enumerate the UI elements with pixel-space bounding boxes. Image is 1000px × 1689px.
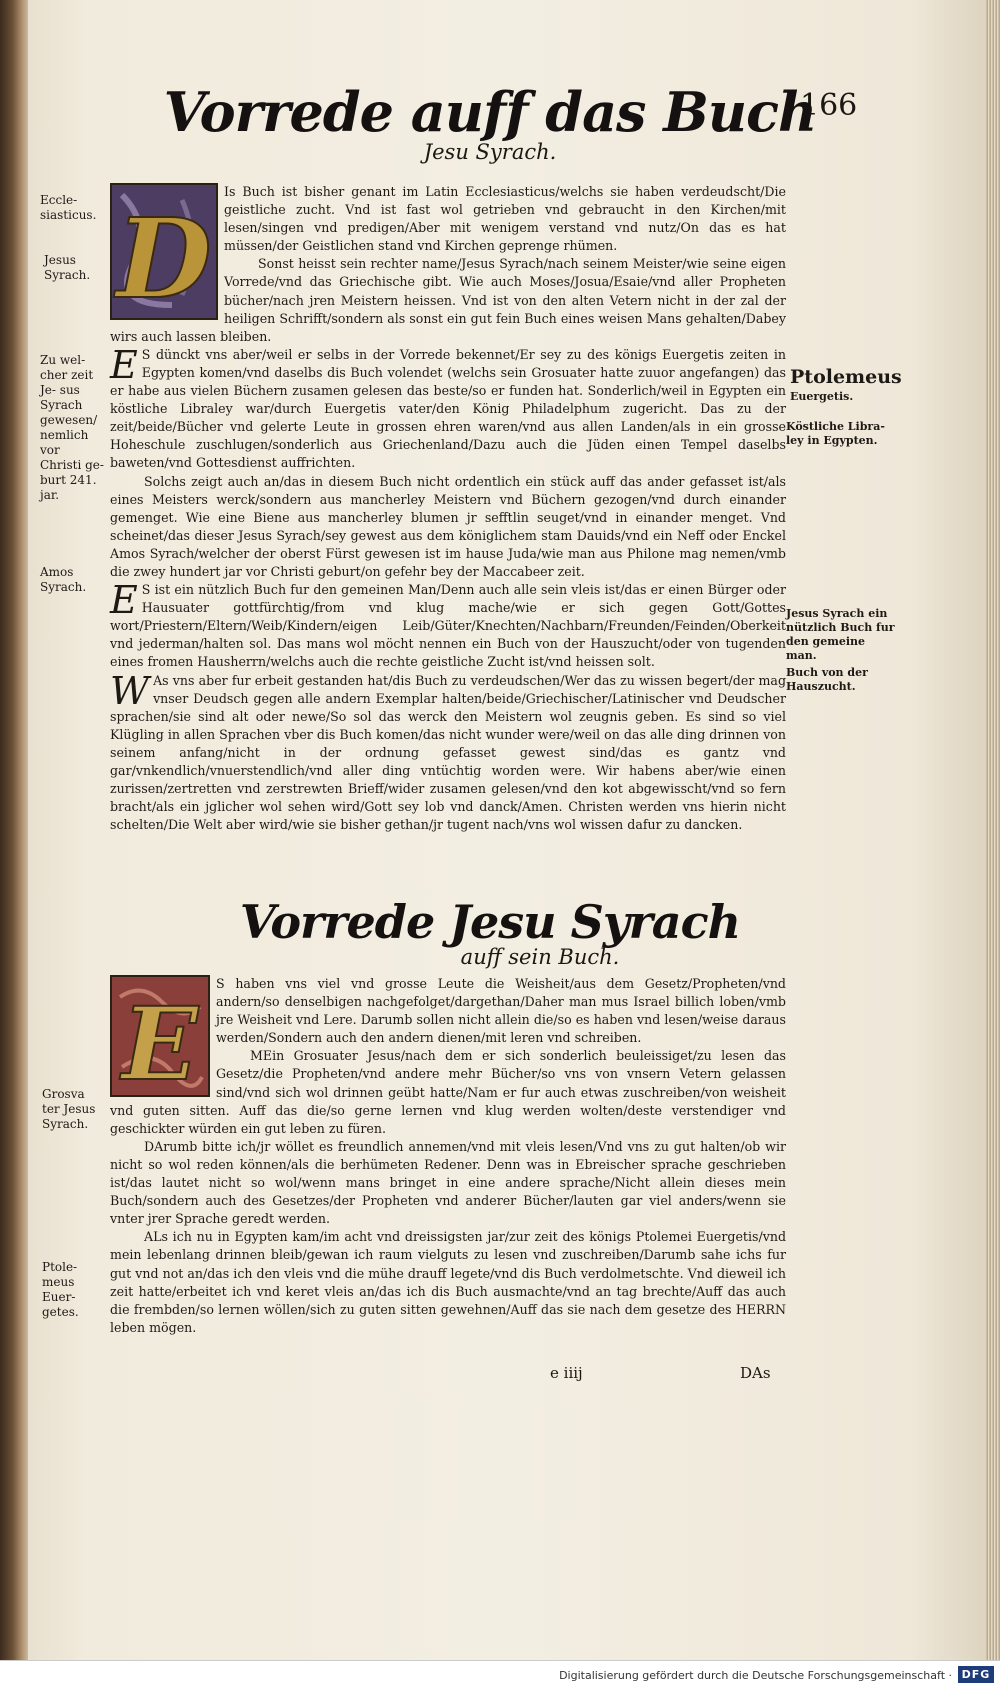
- paragraph-text: As vns aber fur erbeit gestanden hat/dis Buch zu verdeudschen/Wer das zu wissen begert/der mag vnser Deudsch gegen alle andern Exemplar halten/beide/Griechischer/Latinischer vnd Deudscher sprachen/sie sind alt oder newe/So sol das werck den Meistern wol zeugnis geben. Es sind so viel Klügling in allen Sprachen vber dis Buch komen/das nicht wunder were/weil on das alle ding drinnen von seinem anfang/nicht in der ordnung gefasset gewest sind/das es gantz vnd gar/vnkendlich/vnuerstendlich/vnd aller ding vntüchtig worden were. Wir habens aber/wie einen zurissen/zertretten vnd zerstrewten Brieff/wider zusamen gelesen/vnd den kot abgewisscht/vnd so fern bracht/als ein jglicher wol sehen wird/Gott sey lob vnd danck/Amen. Christen werden vns hierin nicht schelten/Die Welt aber wird/wie sie bisher gethan/jr tugent nach/vns wol wissen dafur zu dancken.: [110, 672, 786, 833]
- book-spine: [0, 0, 28, 1660]
- svg-text:D: D: [116, 194, 212, 318]
- paragraph-text: S dünckt vns aber/weil er selbs in der Vorrede bekennet/Er sey zu des königs Euergetis zeiten in Egypten komen/vnd daselbs dis Buch volendet (welchs sein Grosuater hatte zuuor angefangen) das er habe aus vielen Büchern zusamen gelesen das beste/so er funden hat. Sonderlich/weil in Egypten ein köstliche Libraley war/durch Euergetis vater/den König Philadelphum zugericht. Das zu der zeit/beide/Bücher vnd gelerte Leute in grossen ehren waren/vnd aus allen Landen/als in ein grosse Hoheschule zuschlugen/sonderlich aus Griechenland/Dazu auch die Jüden einen Tempel daselbs baweten/vnd Gottesdienst auffrichten.: [110, 346, 786, 471]
- decorated-initial-d: [110, 183, 218, 320]
- initial-e-icon: [112, 977, 208, 1095]
- paragraph: Solchs zeigt auch an/das in diesem Buch nicht ordentlich ein stück auff das ander gefasset ist/als eines Meisters werck/sondern aus mancherley Meistern vnd Büchern gezogen/vnd durch einander gemenget. Wie eine Biene aus mancherley blumen jr sefftlin seuget/vnd in einander menget. Vnd scheinet/das dieser Jesus Syrach/sey gewest aus dem königlichem stam Dauids/vnd ein Neff oder Enckel Amos Syrach/welcher der oberst Fürst gewesen ist im hause Juda/wie man aus Philone mag nemen/vmb die zwey hundert jar vor Christi geburt/on gefehr bey der Maccabeer zeit.: [110, 473, 786, 579]
- page-subtitle: Jesu Syrach.: [423, 140, 557, 164]
- margin-note-zu-welcher-zeit: Zu wel- cher zeit Je- sus Syrach gewesen/ nemlich vor Christi ge- burt 241. jar.: [40, 353, 104, 502]
- initial-d-icon: [112, 185, 216, 318]
- page-title: Vorrede auff das Buch: [163, 80, 817, 144]
- paragraph: [110, 578, 786, 671]
- margin-note-ptolemeus-title: Ptolemeus: [790, 366, 902, 388]
- paragraph: [110, 342, 786, 473]
- page-number: 166: [800, 88, 858, 123]
- initial-w-small: W: [110, 668, 150, 713]
- paragraph: MEin Grosuater Jesus/nach dem er sich sonderlich beuleissiget/zu lesen das Gesetz/die Propheten/vnd andere mehr Bücher/so vns von vnsern Vetern gelassen sind/vnd sich wol drinnen geübt hatte/Nam er fur auch etwas zuschreiben/von weisheit vnd guten sitten. Auff das die/so gerne lernen vnd klug werden wolten/deste verstendiger vnd geschickter würden ein gut leben zu füren.: [110, 1048, 786, 1136]
- paragraph: ALs ich nu in Egypten kam/im acht vnd dreissigsten jar/zur zeit des königs Ptolemei Euergetis/vnd mein lebenlang drinnen bleib/gewan ich raum vielguts zu lesen vnd zuschreiben/Darumb sahe ichs fur gut vnd not an/das ich den vleis vnd die mühe drauff legete/vnd dis Buch verdolmetschte. Vnd dieweil ich zeit hatte/erbeitet ich vnd keret vleis an/das ich dis Buch ausmachte/vnd an tag brechte/Auff das auch die frembden/so lernen wöllen/sich zu guten sitten gewehnen/Auff das sie nach dem gesetze des HERRN leben mögen.: [110, 1229, 786, 1335]
- margin-note-ptolemeus: Ptole- meus Euer- getes.: [42, 1260, 79, 1319]
- preface-luther-text: [110, 183, 786, 883]
- decorated-initial-e: [110, 975, 210, 1097]
- dfg-logo: DFG: [958, 1666, 994, 1683]
- catchword: DAs: [740, 1364, 771, 1382]
- section-title: Vorrede Jesu Syrach: [239, 895, 741, 949]
- footer-bar: [0, 1660, 1000, 1689]
- page-edges: [986, 0, 1000, 1660]
- margin-note-libraley: Köstliche Libra- ley in Egypten.: [786, 420, 885, 447]
- margin-note-grosvater: Grosva ter Jesus Syrach.: [42, 1087, 96, 1131]
- paragraph-text: S ist ein nützlich Buch fur den gemeinen Man/Denn auch alle sein vleis ist/das er einen Bürger oder Hausuater gottfürchtig/from vnd klug mache/wie er sich gegen Gott/Gottes wort/Priestern/Eltern/Weib/Kindern/eigen Leib/Güter/Knechten/Nachbarn/Freunden/Feinden/Oberkeit vnd jederman/halten sol. Das mans wol möcht nennen ein Buch von der Hauszucht/oder von tugenden eines fromen Hausherrn/welchs auch die rechte geistliche Zucht ist/vnd heissen solt.: [110, 582, 786, 670]
- margin-note-ecclesiasticus: Eccle- siasticus.: [40, 193, 97, 222]
- paragraph: Is Buch ist bisher genant im Latin Ecclesiasticus/welchs sie haben verdeudscht/Die geistliche zucht. Vnd ist fast wol getrieben vnd gebraucht in den Kirchen/mit lesen/singen vnd predigen/Aber mit wenigem verstand vnd nutz/On das es hat müssen/der Geistlichen stand vnd Kirchen geprenge rhümen.: [224, 184, 786, 254]
- svg-text:E: E: [121, 985, 199, 1095]
- paragraph: Sonst heisst sein rechter name/Jesus Syrach/nach seinem Meister/wie seine eigen Vorrede/vnd das Griechische gibt. Wie auch Moses/Josua/Esaie/vnd aller Propheten bücher/nach jren Meistern heissen. Vnd ist von den alten Vetern nicht in der zal der heiligen Schrifft/sondern als sonst ein gut fein Buch eines weisen Mans gehalten/Dabey wirs auch lassen bleiben.: [110, 256, 786, 344]
- margin-note-jesus-syrach: Jesus Syrach.: [44, 253, 91, 282]
- paragraph: [110, 668, 786, 835]
- margin-note-amos: Amos Syrach.: [40, 565, 87, 594]
- initial-e-small: E: [110, 342, 138, 387]
- margin-note-euergetis: Euergetis.: [790, 390, 854, 403]
- margin-note-nuetzlich: Jesus Syrach ein nützlich Buch fur den gemeine man.: [786, 607, 895, 662]
- section-subtitle: auff sein Buch.: [460, 945, 620, 969]
- signature-mark: e iiij: [550, 1364, 583, 1382]
- footer-credit: Digitalisierung gefördert durch die Deutsche Forschungsgemeinschaft ·: [559, 1669, 952, 1682]
- initial-e-small: E: [110, 578, 138, 623]
- margin-note-hauszucht: Buch von der Hauszucht.: [786, 666, 868, 693]
- paragraph: S haben vns viel vnd grosse Leute die Weisheit/aus dem Gesetz/Propheten/vnd andern/so denselbigen nachgefolget/dargethan/Daher man mus Israel billich loben/vmb jre Weisheit vnd Lere. Darumb sollen nicht allein die/so es haben vnd lesen/weise daraus werden/Sondern auch den andern dienen/mit leren vnd schreiben.: [216, 976, 786, 1046]
- preface-syrach-text: [110, 975, 786, 1375]
- paragraph: DArumb bitte ich/jr wöllet es freundlich annemen/vnd mit vleis lesen/Vnd vns zu gut halten/ob wir nicht so wol reden können/als die berhümeten Redener. Denn was in Ebreischer sprache geschrieben ist/das lautet nicht so wol/wenn mans bringet in eine andere sprache/Nicht allein dieses mein Buch/sondern auch des Gesetzes/der Propheten vnd anderer Bücher/lauten gar viel anders/wenn sie vnter jrer Sprache geredt werden.: [110, 1138, 786, 1227]
